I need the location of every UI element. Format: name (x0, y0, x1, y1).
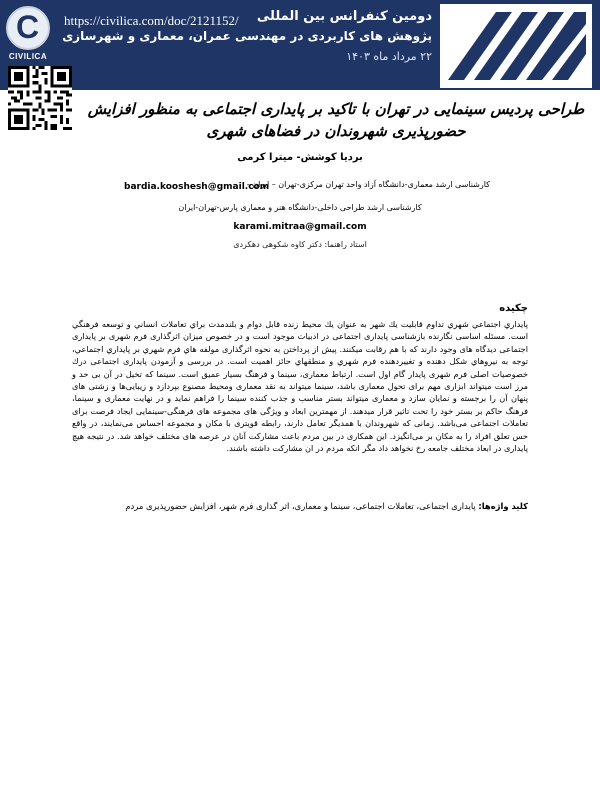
keywords (72, 501, 528, 511)
conference-logo (440, 4, 592, 88)
document-url[interactable]: https://civilica.com/doc/2121152/ (64, 13, 239, 28)
conference-info (62, 8, 432, 68)
qr-code-icon (8, 66, 72, 130)
qr-code[interactable] (8, 66, 72, 130)
conference-title: دومین کنفرانس بین المللی (256, 9, 432, 24)
email-1[interactable]: bardia.kooshesh@gmail.com (124, 182, 270, 192)
advisor: استاد راهنما: دکتر کاوه شکوهی دهکردی (233, 240, 367, 249)
keywords-label: کلید واژه‌ها: (478, 501, 528, 511)
abstract-heading: چکیده (499, 303, 528, 314)
email-2[interactable]: karami.mitraa@gmail.com (233, 222, 367, 232)
keywords-text: پایداری اجتماعی، تعاملات اجتماعی، سینما و معماری، اثر گذاری فرم شهر، افزایش حضورپذیری مردم (125, 501, 476, 511)
paper-authors: بردیا کوشش- میترا کرمی (237, 152, 363, 163)
conference-logo-icon (440, 4, 592, 88)
paper-title: طراحی پردیس سینمایی در تهران با تاکید بر پایداری اجتماعی به منظور افزایش حضورپذیری شهروندان در فضاهای شهری (87, 100, 585, 140)
abstract-text: پايداري اجتماعي شهري تداوم قابليت يك شهر به عنوان يك محيط زنده قابل دوام و بلندمدت براي تعاملات انساني و توسعه فرهنگي است. مسئله اساسی نگارنده بازشناسی پایداری اجتماعی در ادبیات موجود است و در خصوص میزان اثرگذاری فرم شهری بر پایداری اجتماعی دیدگاه های وجود دارند که با هم رقابت میکنند. پیش از پرداختن به نحوه اثرگذاری مولفه هاي فرم شهري بر پايداري اجتماعي، توجه به نيروهاي شكل دهنده و تغييردهنده فرم شهري و منطقهاي حائز اهميت است. در بررسی و آزمودن پایداری اجتماعی درك خصوصیات اصلی فرم شهری پایدار گام اول است. ارتباط معماری، سینما و فرهنگ بسیار عمیق است. سینما که تخیل در آن بی حد و مرز است میتواند ابزاری مهم برای تحول معماری باشد، سینما میتواند به نقد معماری ومحیط مصنوع بپردازد و زیبایی‌ها و زشتی های پنهان آن را برجسته و نمایان سازد و معماری میتواند بستر مناسب و جذب کننده سینما را فراهم نماید و در نهایت معماری و سینما، فرهنگ حاکم بر بستر خود را تحت تاثیر قرار میدهند. از مهمترین ابعاد و ویژگی های مجموعه های فرهنگی-سینمایی ایجاد فرصت برای تعاملات اجتماعی می‌باشد. زمانی که شهروندان با همدیگر تعامل دارند، رابطه قویتری با مکان و مجموعه احساس می‌نمایند، در واقع حس تعلق افراد را به مکان بر می‌انگیزد. این همکاری در بین مردم باعث مشارکت آنان در عرصه های مختلف خواهد شد. در نتیجه هیچ پایداری در ابعاد مختلف جامعه رخ نخواهد داد مگر انکه مردم در ان مشارکت داشته باشند. (72, 319, 528, 454)
conference-subtitle: پژوهش های کاربردی در مهندسی عمران، معماری و شهرسازی (62, 29, 432, 43)
affiliation-1: کارشناسی ارشد معماری-دانشگاه آزاد واحد تهران مرکزی-تهران – ایران - (246, 180, 490, 189)
affiliation-2: کارشناسی ارشد طراحی داخلی-دانشگاه هنر و معماری پارس-تهران-ایران (178, 203, 422, 212)
civilica-logo[interactable] (6, 6, 50, 68)
conference-date: ۲۲ مرداد ماه ۱۴۰۳ (346, 50, 432, 63)
civilica-logo-icon: C (6, 6, 50, 50)
conference-header (0, 0, 600, 90)
civilica-logo-text: CIVILICA (8, 52, 48, 61)
